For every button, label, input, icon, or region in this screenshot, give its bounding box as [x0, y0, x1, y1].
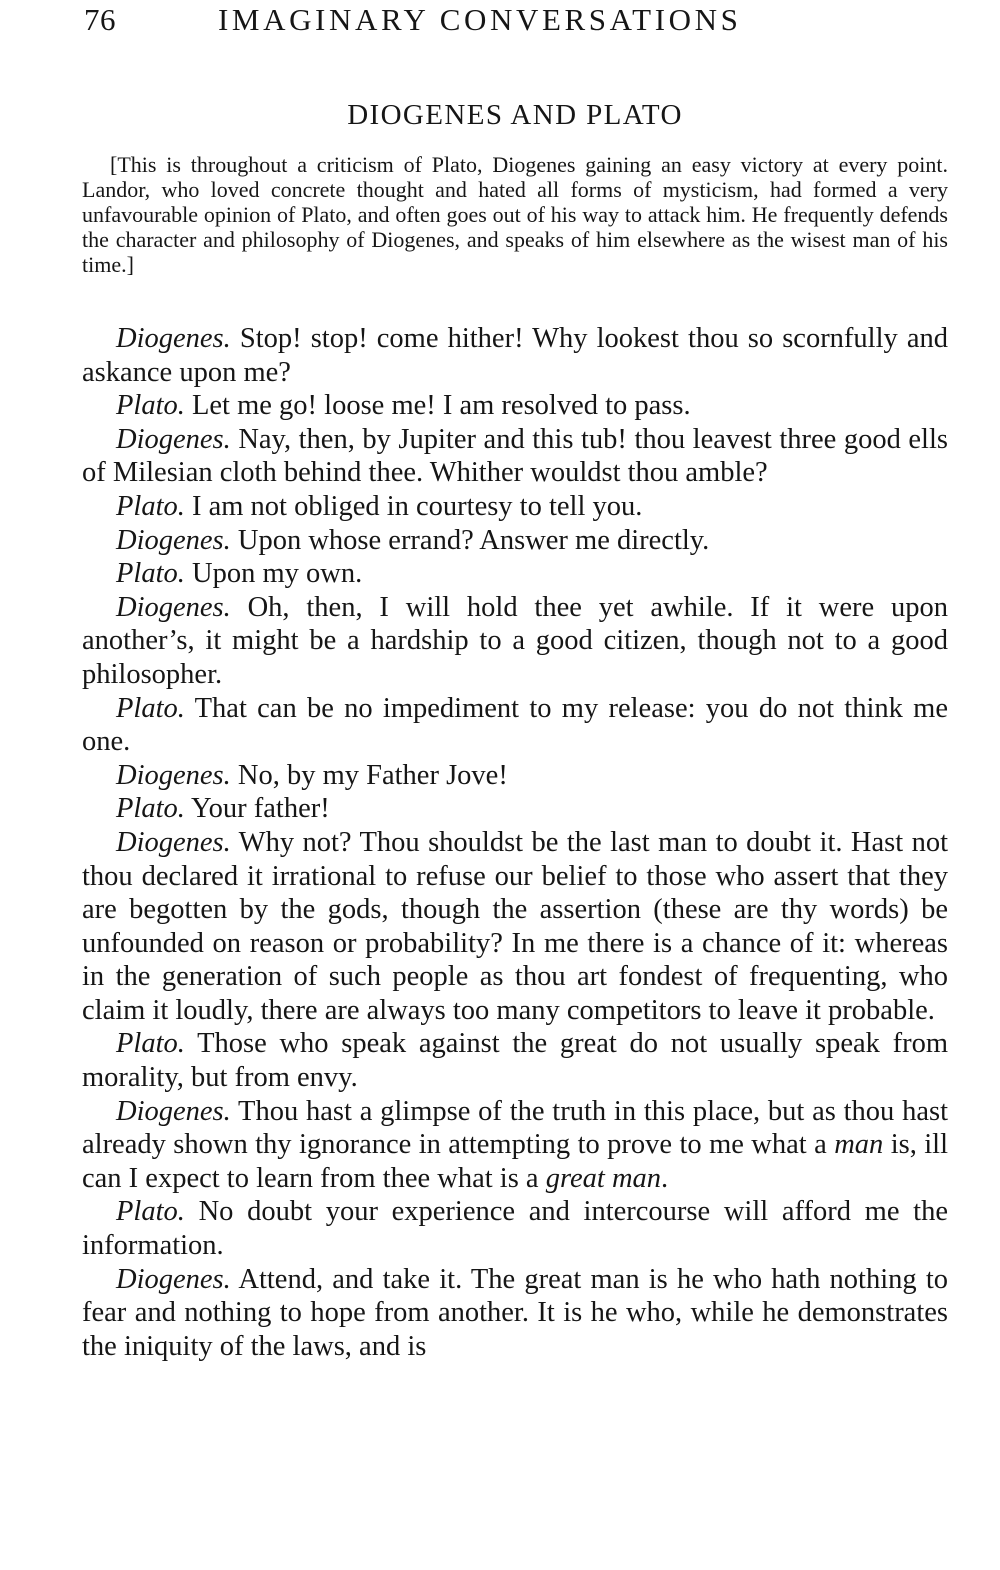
speech-text: Thou hast a glimpse of the truth in this place, but as thou hast already shown thy ignorance in attempting to prove to me what a	[82, 1095, 948, 1161]
speech-text: is, ill can I expect to learn from thee what is a	[82, 1129, 948, 1194]
section-title: DIOGENES AND PLATO	[347, 99, 683, 131]
speech	[82, 524, 948, 558]
speech	[82, 322, 948, 389]
speech	[82, 1263, 948, 1364]
speech-text: Attend, and take it. The great man is he who hath nothing to fear and nothing to hope from another. It is he who, while he demonstrates the iniquity of the laws, and is	[82, 1263, 948, 1362]
speech-text: No doubt your experience and intercourse will afford me the information.	[82, 1196, 948, 1262]
speech-text: I am not obliged in courtesy to tell you.	[184, 490, 643, 522]
speaker-name: Plato.	[116, 558, 185, 590]
running-head	[82, 0, 948, 40]
speech-text: Oh, then, I will hold thee yet awhile. If it were upon another’s, it might be a hardship to a good citizen, though not to a good philosopher.	[82, 591, 948, 690]
speech	[82, 692, 948, 759]
speaker-name: Diogenes.	[116, 1095, 231, 1127]
speech-text: Let me go! loose me! I am resolved to pass.	[184, 390, 691, 422]
speech	[82, 826, 948, 1028]
speech	[82, 423, 948, 490]
speaker-name: Diogenes.	[116, 826, 231, 858]
speaker-name: Diogenes.	[116, 1263, 231, 1295]
speaker-name: Plato.	[116, 1028, 185, 1060]
speaker-name: Diogenes.	[116, 323, 231, 354]
speech-text: Upon my own.	[184, 558, 363, 590]
speaker-name: Diogenes.	[116, 591, 231, 623]
running-title: IMAGINARY CONVERSATIONS	[218, 2, 742, 37]
speech	[82, 759, 948, 793]
speaker-name: Plato.	[116, 1196, 185, 1228]
speech-text: That can be no impediment to my release: you do not think me one.	[82, 692, 948, 758]
speech	[82, 1095, 948, 1196]
speaker-name: Plato.	[116, 692, 185, 724]
speech-text: Upon whose errand? Answer me directly.	[230, 524, 710, 556]
speaker-name: Plato.	[116, 390, 185, 422]
speaker-name: Diogenes.	[116, 423, 231, 455]
speech	[82, 591, 948, 692]
speech	[82, 490, 948, 524]
speech-text: Stop! stop! come hither! Why lookest thou so scornfully and askance upon me?	[82, 323, 948, 388]
speaker-name: Plato.	[116, 793, 185, 825]
emphasis-text: man	[834, 1129, 884, 1161]
emphasis-text: great man	[545, 1162, 662, 1194]
speech	[82, 792, 948, 826]
dialogue	[82, 322, 948, 1363]
speech	[82, 389, 948, 423]
speech	[82, 1195, 948, 1262]
speech-text: Those who speak against the great do not usually speak from morality, but from envy.	[82, 1028, 948, 1094]
speech	[82, 557, 948, 591]
introduction-note: [This is throughout a criticism of Plato, Diogenes gaining an easy victory at every point. Landor, who loved concrete thought and hated all forms of mysticism, had formed a very unfavourable opinion of Plato, and often goes out of his way to attack him. He frequently defends the character and philosophy of Diogenes, and speaks of him elsewhere as the wisest man of his time.]	[82, 152, 948, 277]
speaker-name: Plato.	[116, 490, 185, 522]
speech-text: No, by my Father Jove!	[230, 759, 508, 791]
page-number: 76	[84, 2, 116, 37]
speech-text: Your father!	[184, 793, 330, 825]
speech-text: .	[661, 1162, 669, 1194]
speech	[82, 1027, 948, 1094]
speaker-name: Diogenes.	[116, 524, 231, 556]
speech-text: Why not? Thou shouldst be the last man to doubt it. Hast not thou declared it irrational to refuse our belief to those who assert that they are begotten by the gods, though the assertion (these are thy words) be unfounded on reason or probability? In me there is a chance of it: whereas in the generation of such people as thou art fondest of frequenting, who claim it loudly, there are always too many competitors to leave it probable.	[82, 826, 948, 1026]
speaker-name: Diogenes.	[116, 759, 231, 791]
speech-text: Nay, then, by Jupiter and this tub! thou leavest three good ells of Milesian cloth behind thee. Whither wouldst thou amble?	[82, 423, 948, 489]
